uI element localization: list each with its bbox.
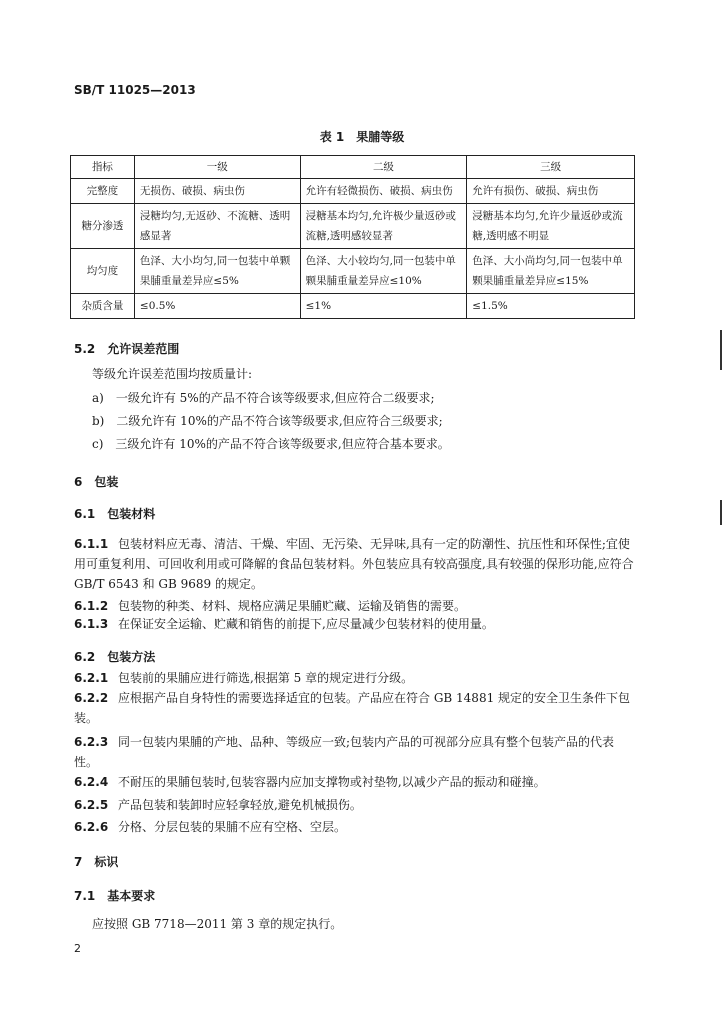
table-row [71,179,635,204]
table-header-cell: 指标 [71,156,135,179]
clause-text: 包装前的果脯应进行筛选,根据第 5 章的规定进行分级。 [118,671,414,685]
scan-edge-mark [720,500,722,525]
table-cell: 色泽、大小尚均匀,同一包装中单颗果脯重量差异应≤15% [467,249,635,294]
table-header-row [71,156,635,179]
list-item: a) 一级允许有 5%的产品不符合该等级要求,但应符合二级要求; [92,391,435,405]
clause-6-2-4 [74,772,634,792]
table-row [71,249,635,294]
clause-text: 包装物的种类、材料、规格应满足果脯贮藏、运输及销售的需要。 [118,599,467,613]
clause-6-1-2 [74,596,634,616]
table-indicator-cell: 均匀度 [71,249,135,294]
clause-text: 同一包装内果脯的产地、品种、等级应一致;包装内产品的可视部分应具有整个包装产品的代表性。 [74,735,615,769]
table-cell: 浸糖均匀,无返砂、不流糖、透明感显著 [134,204,300,249]
clause-number: 6.1.2 [74,599,109,613]
table-cell: 无损伤、破损、病虫伤 [134,179,300,204]
table-indicator-cell: 杂质含量 [71,294,135,319]
clause-6-1-3 [74,614,634,634]
table-cell: ≤1.5% [467,294,635,319]
clause-text: 不耐压的果脯包装时,包装容器内应加支撑物或衬垫物,以减少产品的振动和碰撞。 [118,775,546,789]
table-header-cell: 二级 [300,156,467,179]
table-cell: ≤1% [300,294,467,319]
clause-number: 6.2.4 [74,775,109,789]
table-row [71,204,635,249]
clause-number: 6.2.6 [74,820,109,834]
clause-text: 应根据产品自身特性的需要选择适宜的包装。产品应在符合 GB 14881 规定的安全卫生条件下包装。 [74,691,631,725]
clause-6-2-2 [74,688,634,728]
table-indicator-cell: 糖分渗透 [71,204,135,249]
section-heading-6-1: 6.1 包装材料 [74,507,156,521]
clause-6-2-1 [74,668,634,688]
section-heading-6: 6 包装 [74,475,119,489]
clause-number: 6.2.1 [74,671,109,685]
document-number: SB/T 11025—2013 [74,83,196,97]
clause-number: 6.1.3 [74,617,109,631]
clause-6-1-1 [74,534,634,594]
section-intro: 等级允许误差范围均按质量计: [92,367,253,381]
table-cell: 浸糖基本均匀,允许极少量返砂或流糖,透明感较显著 [300,204,467,249]
clause-6-2-3 [74,732,634,772]
table-indicator-cell: 完整度 [71,179,135,204]
clause-6-2-5 [74,795,634,815]
grade-table [70,155,635,319]
table-cell: 色泽、大小均匀,同一包装中单颗果脯重量差异应≤5% [134,249,300,294]
clause-text: 分格、分层包装的果脯不应有空格、空层。 [118,820,347,834]
page-number: 2 [74,942,81,955]
section-heading-6-2: 6.2 包装方法 [74,650,156,664]
section-heading-7-1: 7.1 基本要求 [74,889,156,903]
clause-number: 6.1.1 [74,537,109,551]
clause-text: 应按照 GB 7718—2011 第 3 章的规定执行。 [92,917,343,931]
list-item: b) 二级允许有 10%的产品不符合该等级要求,但应符合三级要求; [92,414,443,428]
section-heading-5-2: 5.2 允许误差范围 [74,342,180,356]
clause-text: 在保证安全运输、贮藏和销售的前提下,应尽量减少包装材料的使用量。 [118,617,494,631]
clause-number: 6.2.5 [74,798,109,812]
table-cell: 允许有轻微损伤、破损、病虫伤 [300,179,467,204]
clause-number: 6.2.3 [74,735,109,749]
clause-text: 包装材料应无毒、清洁、干燥、牢固、无污染、无异味,具有一定的防潮性、抗压性和环保性;宜使用可重复利用、可回收利用或可降解的食品包装材料。外包装应具有较高强度,具有较强的保形功能,应符合 GB/T 6543 和 GB 9689 的规定。 [74,537,634,591]
clause-6-2-6 [74,817,634,837]
table-header-cell: 三级 [467,156,635,179]
section-heading-7: 7 标识 [74,855,119,869]
table-caption: 表 1 果脯等级 [319,130,405,144]
clause-number: 6.2.2 [74,691,109,705]
table-cell: 浸糖基本均匀,允许少量返砂或流糖,透明感不明显 [467,204,635,249]
clause-text: 产品包装和装卸时应轻拿轻放,避免机械损伤。 [118,798,362,812]
table-cell: ≤0.5% [134,294,300,319]
list-item: c) 三级允许有 10%的产品不符合该等级要求,但应符合基本要求。 [92,437,450,451]
table-header-cell: 一级 [134,156,300,179]
table-cell: 色泽、大小较均匀,同一包装中单颗果脯重量差异应≤10% [300,249,467,294]
table-row [71,294,635,319]
table-cell: 允许有损伤、破损、病虫伤 [467,179,635,204]
scan-edge-mark [720,330,722,370]
